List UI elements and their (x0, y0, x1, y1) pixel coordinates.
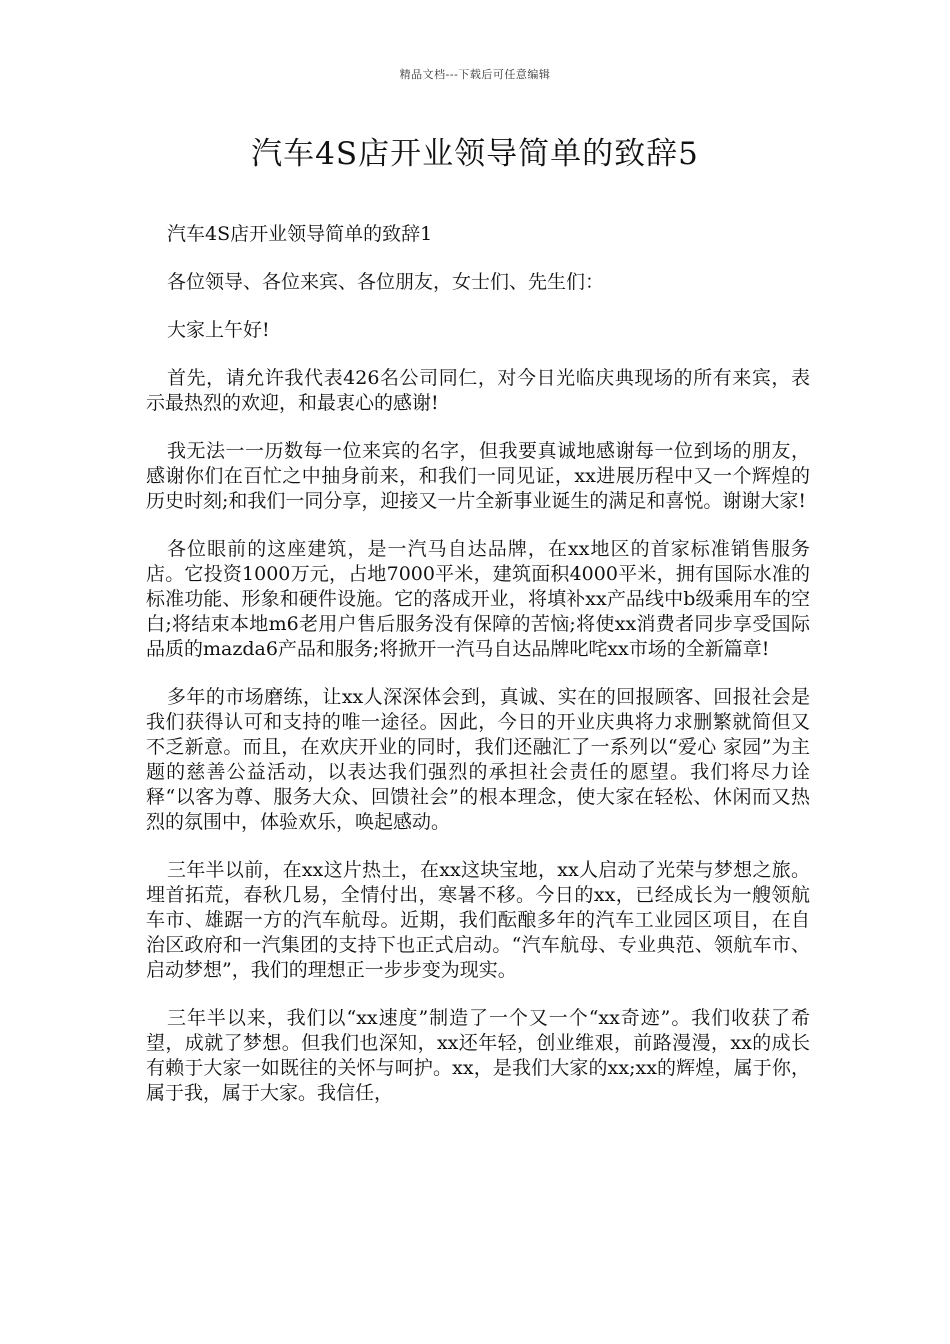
document-body (146, 222, 810, 1129)
paragraph-salutation: 各位领导、各位来宾、各位朋友，女士们、先生们： (167, 271, 605, 293)
paragraph: 多年的市场磨练，让xx人深深体会到，真诚、实在的回报顾客、回报社会是我们获得认可和支持的唯一途径。因此，今日的开业庆典将力求删繁就简但又不乏新意。而且，在欢庆开业的同时，我们还融汇了一系列以“爱心 家园”为主题的慈善公益活动，以表达我们强烈的承担社会责任的愿望。我们将尽力诠释“以客为尊、服务大众、回馈社会”的根本理念，使大家在轻松、休闲而又热烈的氛围中，体验欢乐，唤起感动。 (146, 686, 810, 833)
paragraph: 我无法一一历数每一位来宾的名字，但我要真诚地感谢每一位到场的朋友，感谢你们在百忙之中抽身前来，和我们一同见证，xx进展历程中又一个辉煌的历史时刻;和我们一同分享，迎接又一片全新事业诞生的满足和喜悦。谢谢大家! (146, 440, 810, 512)
paragraph: 首先，请允许我代表426名公司同仁，对今日光临庆典现场的所有来宾，表示最热烈的欢迎，和最衷心的感谢! (146, 367, 810, 414)
paragraph-subtitle: 汽车4S店开业领导简单的致辞1 (167, 223, 433, 245)
header-note: 精品文档---下载后可任意编辑 (399, 68, 551, 81)
paragraph-greeting: 大家上午好! (167, 319, 270, 341)
paragraph: 各位眼前的这座建筑，是一汽马自达品牌，在xx地区的首家标准销售服务店。它投资1000万元，占地7000平米，建筑面积4000平米，拥有国际水准的标准功能、形象和硬件设施。它的落成开业，将填补xx产品线中b级乘用车的空白;将结束本地m6老用户售后服务没有保障的苦恼;将使xx消费者同步享受国际品质的mazda6产品和服务;将掀开一汽马自达品牌叱咤xx市场的全新篇章! (146, 538, 810, 660)
paragraph: 三年半以前，在xx这片热土，在xx这块宝地，xx人启动了光荣与梦想之旅。埋首拓荒，春秋几易，全情付出，寒暑不移。今日的xx，已经成长为一艘领航车市、雄踞一方的汽车航母。近期，我们酝酿多年的汽车工业园区项目，在自治区政府和一汽集团的支持下也正式启动。“汽车航母、专业典范、领航车市、启动梦想”，我们的理想正一步步变为现实。 (146, 859, 810, 981)
paragraph: 三年半以来，我们以“xx速度”制造了一个又一个“xx奇迹”。我们收获了希望，成就了梦想。但我们也深知，xx还年轻，创业维艰，前路漫漫，xx的成长有赖于大家一如既往的关怀与呵护。xx，是我们大家的xx;xx的辉煌，属于你，属于我，属于大家。我信任， (146, 1007, 810, 1104)
document-title: 汽车4S店开业领导简单的致辞5 (251, 136, 699, 172)
